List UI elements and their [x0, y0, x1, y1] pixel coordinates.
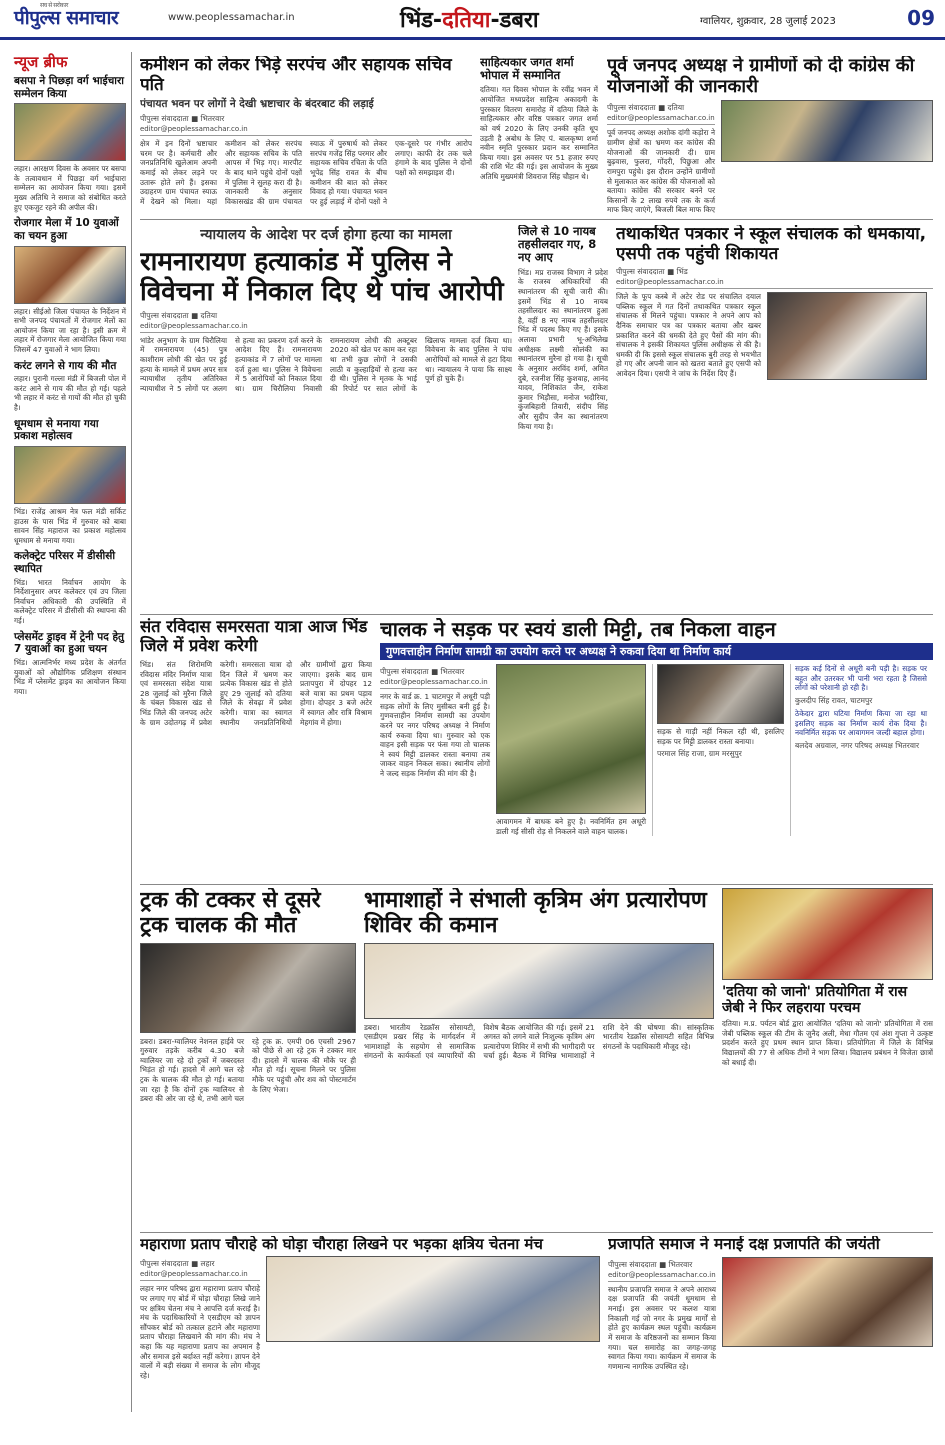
brief-photo — [14, 446, 126, 504]
section-title-right: -डबरा — [490, 8, 539, 33]
story-headline[interactable]: प्रजापति समाज ने मनाई दक्ष प्रजापति की जयंती — [608, 1236, 880, 1253]
story-driver-soil — [380, 618, 933, 880]
row-divider — [140, 219, 933, 220]
section-title-left: भिंड- — [400, 8, 443, 33]
quote-author: परमाल सिंह राजा, ग्राम मरसुपुर — [657, 749, 742, 759]
story-body: नगर के वार्ड क्र. 1 चाटमपुर में अधूरी पड़ी सड़क लोगों के लिए मुसीबत बनी हुई है। गुणवत्ताहीन निर्माण सामग्री का उपयोग करने पर नगर परिषद अध्यक्ष ने निर्माण कार्य रुकवा दिया था। गुरुवार को एक वाहन इसी सड़क पर फंस गया तो चालक ने स्वयं मिट्टी डालकर रास्ता बनाया तब जाकर वाहन निकल सका। स्थानीय लोगों ने जल्द सड़क निर्माण की मांग की है। — [380, 692, 490, 778]
story-byline: पीपुल्स संवाददाता ■ भिंड — [616, 267, 688, 277]
brief-item — [14, 75, 126, 212]
story-headline[interactable]: रामनारायण हत्याकांड में पुलिस ने विवेचना में निकाल दिए थे पांच आरोपी — [140, 247, 504, 307]
news-brief-column — [14, 52, 132, 1412]
story-body: जिले के फूप कस्बे में अटेर रोड पर संचालित दयाल पब्लिक स्कूल में गत दिनों तथाकथित पत्रकार स्कूल संचालक से मिलने पहुंचा। पत्रकार ने अपने आप को दैनिक समाचार पत्र का पत्रकार बताया और खबर प्रकाशित करने की धमकी देते हुए पैसों की मांग की। संचालक ने इसकी शिकायत पुलिस अधीक्षक से की है। धमकी दी कि इससे स्कूल संचालक बुरी तरह से भयभीत हो गए और अपनी जान को खतरा बताते हुए एसपी को आवेदन दिया। एसपी ने जांच के निर्देश दिए हैं। — [616, 292, 761, 379]
story-photo — [722, 888, 933, 980]
brief-body: भिंड। राजेंद्र आश्रम नेत्र फल मंडी सर्किट हाउस के पास भिंड में गुरुवार को बाबा सावन सिंह महाराज का प्रकाश महोत्सव धूमधाम से मनाया गया। — [14, 506, 126, 545]
story-byline: पीपुल्स संवाददाता ■ भितरवार — [608, 1259, 693, 1269]
brief-body: भिंड। भारत निर्वाचन आयोग के निर्देशानुसार अपर कलेक्टर एवं उप जिला निर्वाचन अधिकारी की उपस्थिति में कलेक्ट्रेट परिसर में डीसीसी की स्थापना की गई। — [14, 577, 126, 626]
quote-text: सड़क कई दिनों से अधूरी बनी पड़ी है। सड़क पर बहुत और उतरकर भी पानी भरा रहता है जिससे लोगों को परेशानी हो रही है। — [795, 664, 927, 693]
story-body: भांडेर अनुभाग के ग्राम चिरौलिया में रामनारायण (45) पुत्र काशीराम लोधी की खेत पर हुई हत्या के मामले में प्रथम अपर सत्र न्यायाधीश तृतीय अतिरिक्त न्यायाधीश ने 5 लोगों पर अलग से हत्या का प्रकरण दर्ज करने के आदेश दिए हैं। रामनारायण हत्याकांड में 7 लोगों पर मामला दर्ज हुआ था। पुलिस ने विवेचना में 5 आरोपियों को निकाल दिया था। ग्राम चिरौलिया निवासी रामनारायण लोधी की अक्टूबर 2020 को खेत पर काम कर रहा था तभी कुछ लोगों ने उसकी लाठी व कुल्हाड़ियों से हत्या कर दी थी। पुलिस ने मृतक के भाई की रिपोर्ट पर सात लोगों के खिलाफ मामला दर्ज किया था। विवेचना के बाद पुलिस ने पांच आरोपियों को मामले से हटा दिया था। न्यायालय ने पाया कि साक्ष्य पूर्ण हो चुके हैं। — [140, 335, 512, 393]
story-body: दतिया। म.प्र. पर्यटन बोर्ड द्वारा आयोजित 'दतिया को जानो' प्रतियोगिता में रास जेबी पब्लिक स्कूल की टीम के जुनैद अली, मेधा गौतम एवं अंश गुप्ता ने उत्कृष्ट प्रदर्शन करते हुए प्रथम स्थान प्राप्त किया। प्रतियोगिता में जिले के विभिन्न विद्यालयों की 77 से अधिक टीमों ने भाग लिया। विद्यालय प्रबंधन ने विजेता छात्रों को बधाई दी। — [722, 1019, 933, 1067]
story-body: पूर्व जनपद अध्यक्ष अशोक दांगी कड़ोरा ने ग्रामीण क्षेत्रों का भ्रमण कर कांग्रेस की योजनाओं की जानकारी दी। ग्राम बुढ़वास, फुलरा, गोंदरी, पिछुआ और रामपुरा पहुंचे। इस दौरान उन्होंने ग्रामीणों से मुलाकात कर कांग्रेस की योजनाओं को बताया। कांग्रेस की सरकार बनने पर किसानों के 2 लाख रुपये तक के कर्ज माफ किए जाएंगे, बिजली बिल माफ किए — [607, 128, 715, 214]
story-prosthetic-camp — [364, 888, 714, 1228]
story-fake-journalist — [616, 225, 933, 610]
photo-caption: आवागमन में बाधक बने हुए है। नवनिर्मित हम अधूरी डाली गई सीसी रोड़ से निकलने वाले वाहन चालक। — [496, 817, 646, 836]
story-headline[interactable]: तथाकथित पत्रकार ने स्कूल संचालक को धमकाया, एसपी तक पहुंची शिकायत — [616, 225, 927, 264]
section-title — [400, 4, 539, 34]
story-truck-accident — [140, 888, 356, 1228]
page-number: 09 — [907, 6, 935, 30]
story-headline[interactable]: पूर्व जनपद अध्यक्ष ने ग्रामीणों को दी कांग्रेस की योजनाओं की जानकारी — [607, 56, 915, 97]
story-body: क्षेत्र में इन दिनों भ्रष्टाचार चरम पर है। कर्मचारी और जनप्रतिनिधि खुलेआम अपनी कमाई को लेकर लड़ने पर उतारू होते लगे हैं। इसका उदाहरण ग्राम पंचायत स्याऊ में देखने को मिला। यहां कमीशन को लेकर सरपंच और सहायक सचिव के पति आपस में भिड़ गए। मारपीट के बाद थाने पहुंचे दोनों पक्षों में पुलिस ने सुलह करा दी है। जानकारी के अनुसार विकासखंड की ग्राम पंचायत स्याऊ में पुरुषार्थ को लेकर सरपंच गजेंद्र सिंह परमार और सहायक सचिव रचिता के पति भूपेंद्र सिंह रावत के बीच कमीशन की बात को लेकर विवाद हो गया। पंचायत भवन पर हुई लड़ाई में दोनों पक्षों ने एक-दूसरे पर गंभीर आरोप लगाए। काफी देर तक चले हंगामे के बाद पुलिस ने दोनों पक्षों को समझाइश दी। — [140, 139, 472, 206]
story-photo — [266, 1256, 600, 1342]
story-headline[interactable]: साहित्यकार जगत शर्मा भोपाल में सम्मानित — [480, 56, 574, 83]
story-email-link[interactable]: editor@peoplessamachar.co.in — [140, 125, 472, 136]
quote-author: बलदेव अग्रवाल, नगर परिषद अध्यक्ष भितरवार — [795, 740, 920, 750]
story-byline: पीपुल्स संवाददाता ■ भितरवार — [140, 114, 225, 124]
masthead — [0, 0, 945, 40]
story-commission — [140, 56, 472, 214]
story-headline[interactable]: महाराणा प्रताप चौराहे को घोड़ा चौराहा लिखने पर भड़का क्षत्रिय चेतना मंच — [140, 1236, 543, 1253]
brief-item — [14, 631, 126, 697]
brief-body: लहार। आरक्षण दिवस के अवसर पर बसपा के तत्वावधान में पिछड़ा वर्ग भाईचारा सम्मेलन का आयोजन किया गया। इसमें मुख्य अतिथि ने समाज को संबोधित करते हुए एकजुट रहने की अपील की। — [14, 164, 126, 212]
story-subhead: पंचायत भवन पर लोगों ने देखी भ्रष्टाचार के बंदरबाट की लड़ाई — [140, 98, 374, 111]
story-photo — [767, 292, 927, 380]
person-photo — [657, 664, 784, 724]
section-title-mid: दतिया — [442, 8, 491, 33]
story-kicker: न्यायालय के आदेश पर दर्ज होगा हत्या का मामला — [200, 227, 452, 243]
brief-photo — [14, 103, 126, 161]
story-email-link[interactable]: editor@peoplessamachar.co.in — [140, 1270, 260, 1281]
story-email-link[interactable]: editor@peoplessamachar.co.in — [140, 322, 512, 333]
row-divider — [140, 1232, 933, 1233]
story-photo — [722, 1257, 933, 1347]
story-photo — [140, 943, 356, 1033]
story-email-link[interactable]: editor@peoplessamachar.co.in — [607, 114, 715, 125]
quote-author: कुलदीप सिंह रावत, चाटमपुर — [795, 695, 873, 705]
story-tehsildars — [518, 225, 608, 610]
brief-item — [14, 418, 126, 546]
logo-text: पीपुल्स समाचार — [14, 7, 119, 29]
brief-item — [14, 550, 126, 625]
story-sant-ravidas — [140, 618, 372, 880]
story-email-link[interactable]: editor@peoplessamachar.co.in — [608, 1271, 716, 1282]
story-headline[interactable]: जिले से 10 नायब तहसीलदार गए, 8 नए आए — [518, 225, 597, 265]
brief-item — [14, 360, 126, 413]
logo-tagline: सच से सरोकार — [40, 2, 68, 9]
quote-text: सड़क से गाड़ी नहीं निकल रही थी, इसलिए सड़क पर मिट्टी डालकर रास्ता बनाया। — [657, 727, 784, 746]
brief-body: लहार। सीईओ जिला पंचायत के निर्देशन में सभी जनपद पंचायतों में रोजगार मेलों का आयोजन किया जा रहा है। इसी क्रम में लहार में रोजगार मेला आयोजित किया गया जिसमें 47 युवाओं ने भाग लिया। — [14, 306, 126, 354]
story-photo — [496, 664, 646, 814]
story-maharana-pratap — [140, 1236, 600, 1426]
story-body: डबरा। भारतीय रेडक्रॉस सोसायटी, एसडीएम प्रखर सिंह के मार्गदर्शन में भामाशाहों के सहयोग से सामाजिक संगठनों के कार्यकर्ता एवं व्यापारियों की विशेष बैठक आयोजित की गई। इसमें 21 अगस्त को लगने वाले निःशुल्क कृत्रिम अंग प्रत्यारोपण शिविर में सभी की भागीदारी पर चर्चा हुई। बैठक में विभिन्न भामाशाहों ने राशि देने की घोषणा की। सांस्कृतिक भारतीय रेडक्रॉस सोसायटी सहित विभिन्न संगठनों के पदाधिकारी मौजूद रहे। — [364, 1022, 714, 1061]
story-body: स्थानीय प्रजापति समाज ने अपने आराध्य दक्ष प्रजापति की जयंती धूमधाम से मनाई। इस अवसर पर कलश यात्रा निकाली गई जो नगर के प्रमुख मार्गों से होते हुए कार्यक्रम स्थल पहुंची। कार्यक्रम में समाज के वरिष्ठजनों का सम्मान किया गया। चल समारोह का जगह-जगह स्वागत किया गया। कार्यक्रम में समाज के गणमान्य नागरिक उपस्थित रहे। — [608, 1284, 716, 1371]
story-photo — [364, 943, 714, 1019]
story-body: भिंड। मप्र राजस्व विभाग ने प्रदेश के राजस्व अधिकारियों की स्थानांतरण की सूची जारी की। इसमें भिंड से 10 नायब तहसीलदार का स्थानांतरण हुआ है, वहीं 8 नए नायब तहसीलदार भिंड में पदस्थ किए गए हैं। इसके अलावा प्रभारी भू-अभिलेख अधीक्षक लक्ष्मी सोलंकी का स्थानांतरण मुरैना हो गया है। सूची के अनुसार अरविंद शर्मा, अमित दुबे, रजनीश सिंह कुशवाह, आनंद यादव, निशिकांत जैन, राकेश कुमार भिड़ौसा, मनोज भदौरिया, कुंजबिहारी तिवारी, संदीप सिंह और सुदीप जैन का स्थानांतरण किया गया है। — [518, 267, 608, 431]
newspaper-logo[interactable] — [14, 4, 118, 30]
story-headline[interactable]: चालक ने सड़क पर स्वयं डाली मिट्टी, तब निकला वाहन — [380, 618, 776, 641]
brief-headline[interactable]: करंट लगने से गाय की मौत — [14, 359, 117, 372]
story-body: लहार नगर परिषद द्वारा महाराणा प्रताप चौराहे पर लगाए गए बोर्ड में घोड़ा चौराहा लिखे जाने पर क्षत्रिय चेतना मंच ने आपत्ति दर्ज कराई है। मंच के पदाधिकारियों ने एसडीएम को ज्ञापन सौंपकर बोर्ड को तत्काल हटाने और महाराणा प्रताप चौराहा लिखवाने की मांग की। मंच ने कहा कि यह महाराणा प्रताप का अपमान है और समाज इसे बर्दाश्त नहीं करेगा। ज्ञापन देने वालों में बड़ी संख्या में समाज के लोग मौजूद रहे। — [140, 1284, 260, 1380]
site-url-link[interactable]: www.peoplessamachar.in — [168, 12, 295, 23]
story-congress-schemes — [607, 56, 933, 214]
story-byline: पीपुल्स संवाददाता ■ दतिया — [140, 310, 218, 320]
brief-photo — [14, 246, 126, 304]
row-divider — [140, 884, 933, 885]
story-headline[interactable]: कमीशन को लेकर भिड़े सरपंच और सहायक सचिव पति — [140, 56, 452, 95]
brief-item — [14, 217, 126, 354]
story-headline[interactable]: संत रविदास समरसता यात्रा आज भिंड जिले में प्रवेश करेगी — [140, 618, 368, 655]
story-headline[interactable]: भामाशाहों ने संभाली कृत्रिम अंग प्रत्यारोपण शिविर की कमान — [364, 888, 707, 939]
story-headline[interactable]: ट्रक की टक्कर से दूसरे ट्रक चालक की मौत — [140, 888, 321, 939]
story-murder-case — [140, 225, 512, 610]
story-body: भिंड। संत शिरोमणि रविदास मंदिर निर्माण यात्रा एवं समरसता संदेश यात्रा 28 जुलाई को मुरैना जिले के चंबल विकास खंड से भिंड जिले की जनपद अटेर के ग्राम उदोतगढ़ में प्रवेश करेगी। समरसता यात्रा दो दिन जिले में भ्रमण कर प्रत्येक विकास खंड से होते हुए 29 जुलाई को दतिया जिले के सेवढ़ा में प्रवेश करेगी। यात्रा का स्वागत स्थानीय जनप्रतिनिधियों और ग्रामीणों द्वारा किया जाएगा। इसके बाद ग्राम प्रतापपुरा में दोपहर 12 बजे यात्रा का प्रथम पड़ाव होगा। दोपहर 3 बजे अटेर में स्वागत और रात्रि विश्राम मेहगांव में होगा। — [140, 659, 372, 727]
story-email-link[interactable]: editor@peoplessamachar.co.in — [616, 278, 933, 289]
row-divider — [140, 614, 933, 615]
story-byline: पीपुल्स संवाददाता ■ दतिया — [607, 103, 685, 113]
story-daksh-jayanti — [608, 1236, 933, 1426]
news-brief-heading: न्यूज ब्रीफ — [14, 53, 68, 71]
story-headline[interactable]: 'दतिया को जानो' प्रतियोगिता में रास जेबी ने फिर लहराया परचम — [722, 984, 908, 1017]
story-datia-quiz — [722, 888, 933, 1228]
story-byline: पीपुल्स संवाददाता ■ लहार — [140, 1259, 215, 1269]
quote-text: ठेकेदार द्वारा घटिया निर्माण किया जा रहा था इसलिए सड़क का निर्माण कार्य रोक दिया है। नवनिर्मित सड़क पर आवागमन जल्दी बहाल होगा। — [795, 708, 927, 738]
story-subhead: गुणवत्ताहीन निर्माण सामग्री का उपयोग करने पर अध्यक्ष ने रुकवा दिया था निर्माण कार्य — [380, 643, 933, 660]
brief-headline[interactable]: रोजगार मेला में 10 युवाओं का चयन हुआ — [14, 217, 119, 242]
brief-headline[interactable]: प्लेसमेंट ड्राइव में ट्रेनी पद हेतु 7 युवाओं का हुआ चयन — [14, 630, 125, 656]
story-body: डबरा। डबरा-ग्वालियर नेशनल हाईवे पर गुरुवार तड़के करीब 4.30 बजे ग्वालियर जा रहे दो ट्रकों में जबरदस्त भिड़ंत हो गई। हादसे में आगे चल रहे ट्रक के चालक की मौत हो गई। बताया जा रहा है कि दोनों ट्रक ग्वालियर से डबरा की ओर जा रहे थे, तभी आगे चल रहे ट्रक क्र. एमपी 06 एचसी 2967 को पीछे से आ रहे ट्रक ने टक्कर मार दी। हादसे में चालक की मौके पर ही मौत हो गई। सूचना मिलने पर पुलिस मौके पर पहुंची और शव को पोस्टमार्टम के लिए भेजा। — [140, 1036, 356, 1104]
brief-headline[interactable]: बसपा ने पिछड़ा वर्ग भाईचारा सम्मेलन किया — [14, 75, 125, 100]
brief-body: भिंड। आत्मनिर्भर मध्य प्रदेश के अंतर्गत युवाओं को औद्योगिक प्रशिक्षण संस्थान भिंड में प्लेसमेंट ड्राइव का आयोजन किया गया। — [14, 657, 126, 696]
story-body: दतिया। गत दिवस भोपाल के रवींद्र भवन में आयोजित मध्यप्रदेश साहित्य अकादमी के पुरस्कार वितरण समारोह में दतिया जिले के साहित्यकार और वरिष्ठ पत्रकार जगत शर्मा को वर्ष 2020 के लिए उनकी कृति धूप उड़ती है अबोध के लिए पं. बालकृष्ण शर्मा नवीन स्मृति पुरस्कार प्रदान कर सम्मानित किया गया। इस अवसर पर 51 हजार रुपए की राशि भेंट की गई। इस आयोजन के मुख्य अतिथि मुख्यमंत्री शिवराज सिंह चौहान थे। — [480, 85, 598, 182]
brief-body: लहार। पुरानी गल्ला मंडी में बिजली पोल में करंट आने से गाय की मौत हो गई। पहले भी लहार में करंट से गायों की मौत हो चुकी है। — [14, 374, 126, 413]
story-photo — [721, 100, 933, 162]
story-email-link[interactable]: editor@peoplessamachar.co.in — [380, 678, 490, 689]
story-byline: पीपुल्स संवाददाता ■ भितरवार — [380, 667, 465, 676]
brief-headline[interactable]: धूमधाम से मनाया गया प्रकाश महोत्सव — [14, 417, 99, 443]
dateline: ग्वालियर, शुक्रवार, 28 जुलाई 2023 — [700, 16, 836, 27]
story-journalist-award — [480, 56, 598, 214]
brief-headline[interactable]: कलेक्ट्रेट परिसर में डीसीसी स्थापित — [14, 550, 116, 575]
